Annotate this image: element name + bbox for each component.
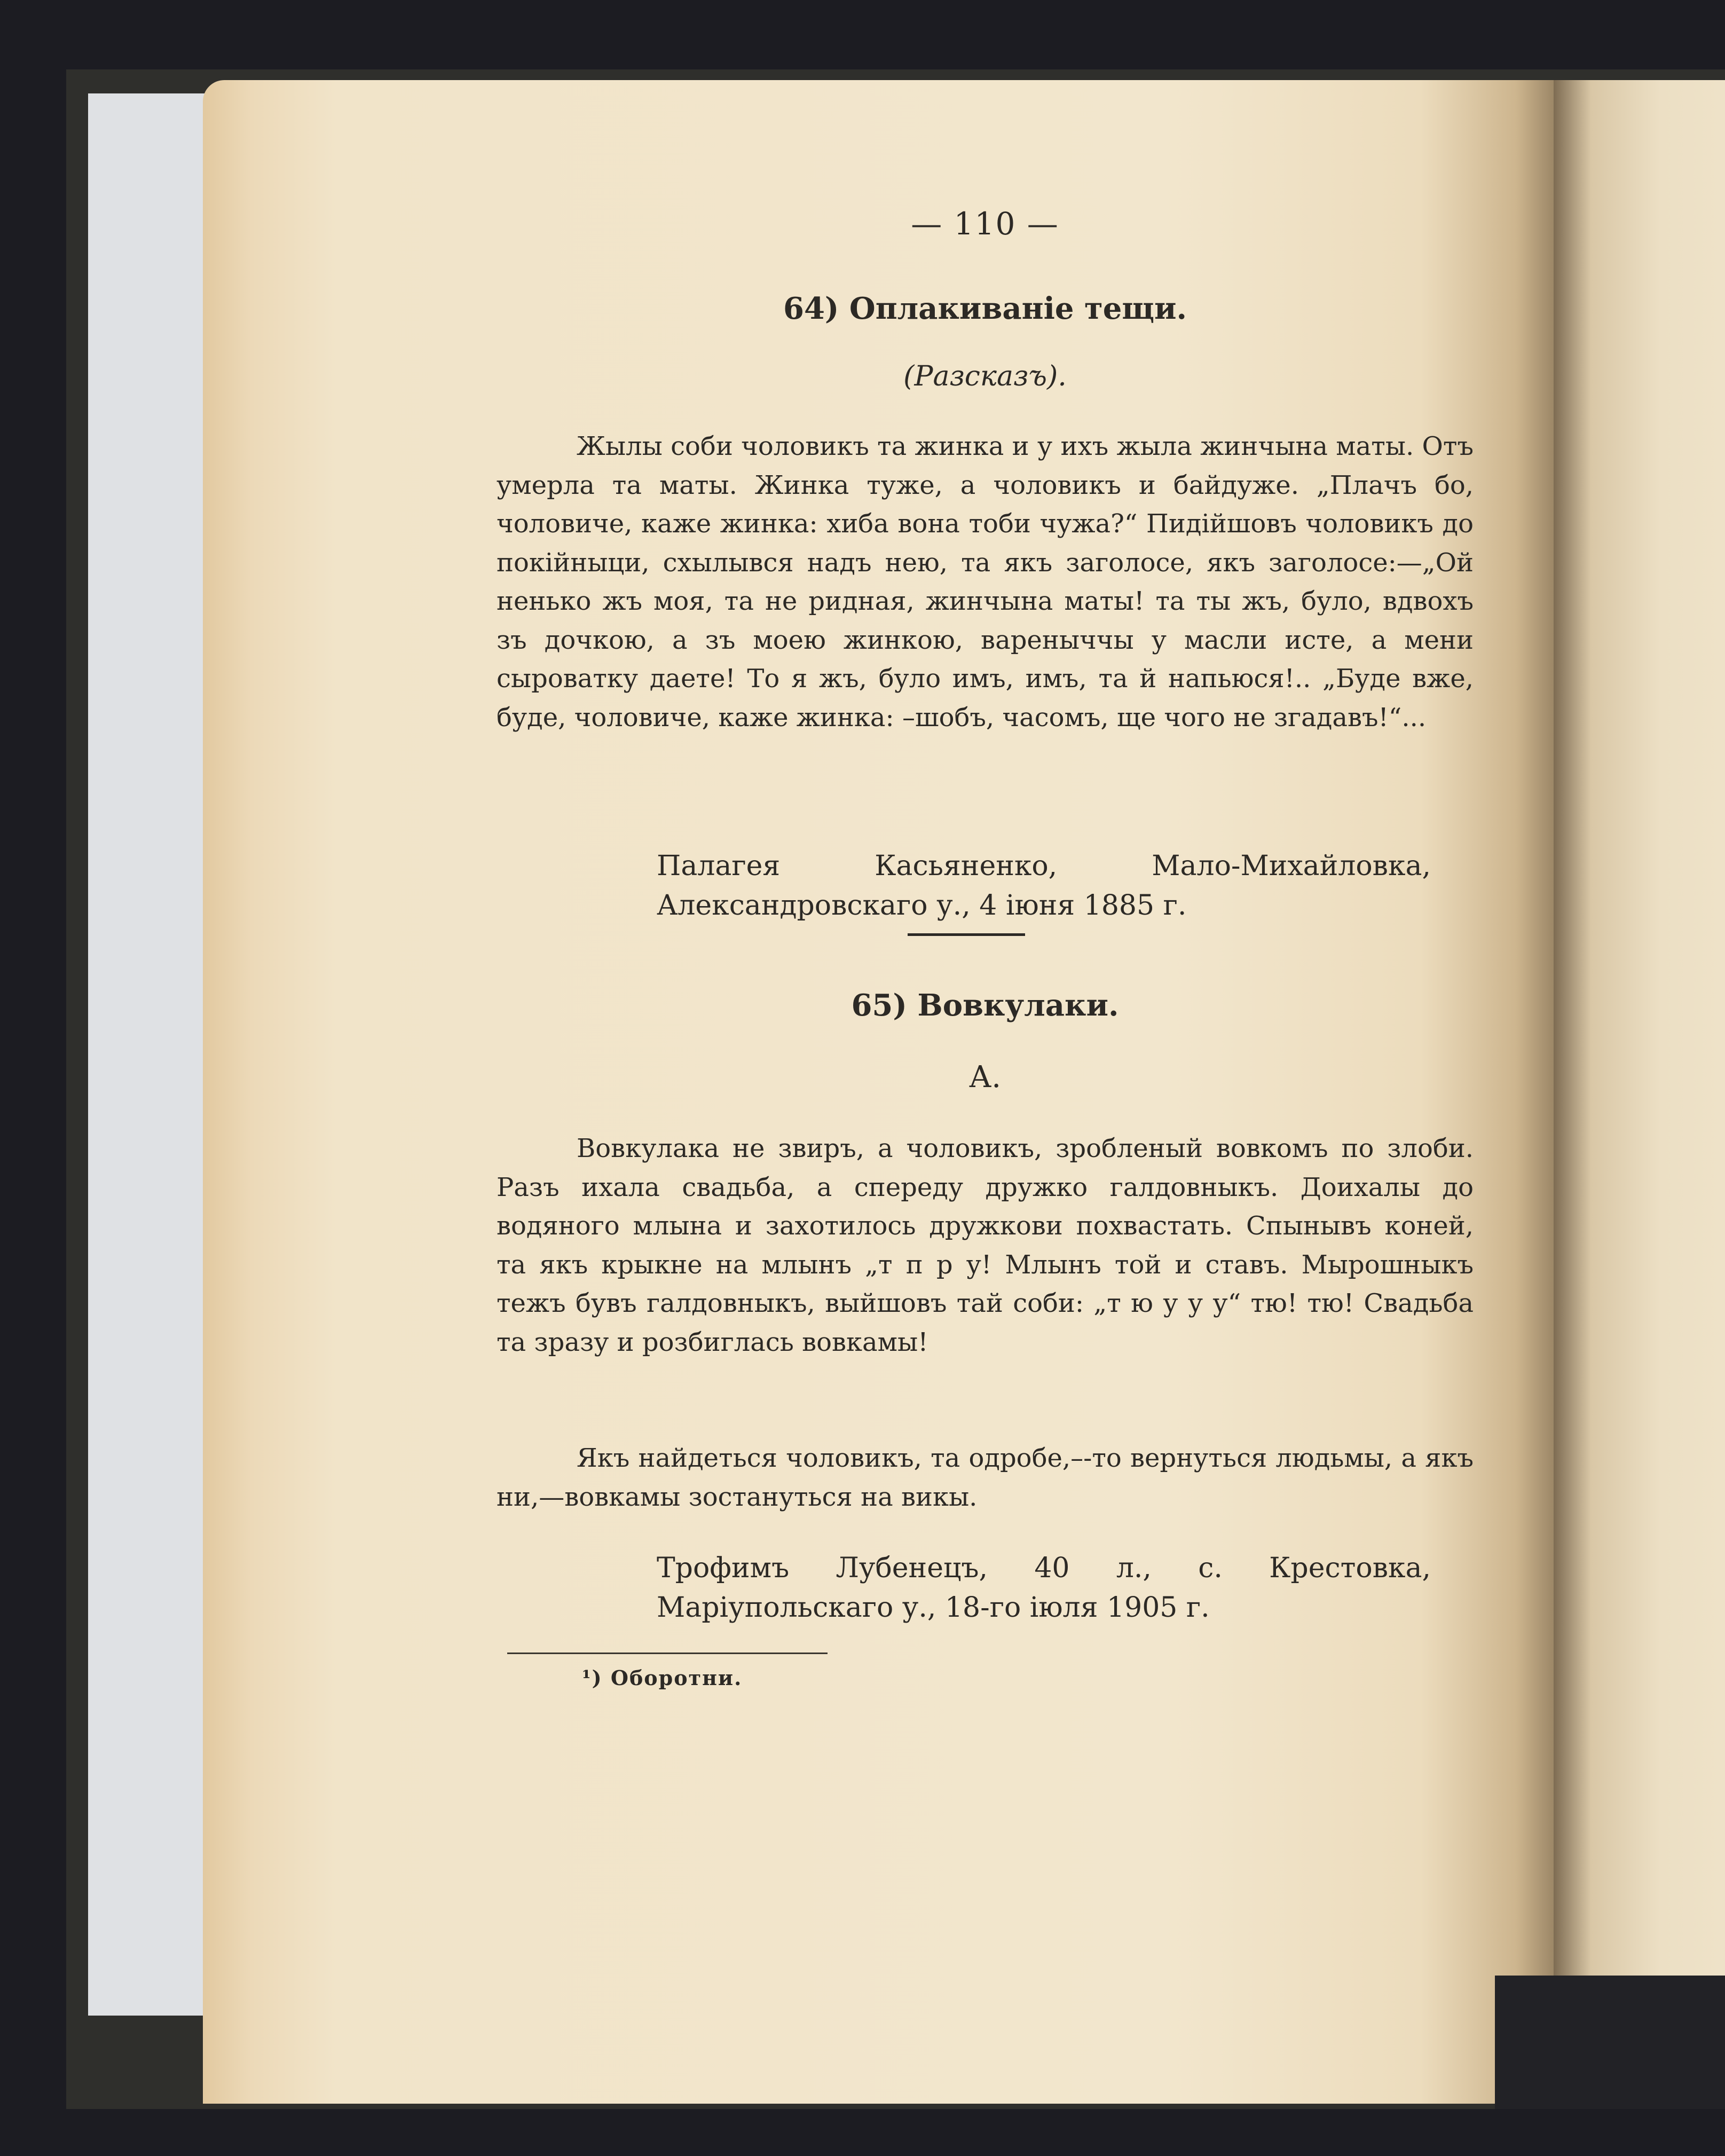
story-64-subheading: (Разсказъ).: [903, 360, 1067, 392]
footnote: ¹) Оборотни.: [582, 1666, 743, 1690]
white-backing-sheet: [88, 93, 222, 2016]
story-65-paragraph-2: Якъ найдеться чоловикъ, та одробе,–-то вернуться людьмы, а якъ ни,—вовкамы зостануться на викы.: [497, 1443, 1474, 1512]
story-64-paragraph: Жылы соби чоловикъ та жинка и у ихъ жыла жинчына маты. Отъ умерла та маты. Жинка туже, а чоловикъ и байдуже. „Плачъ бо, чоловиче, каже жинка: хиба вона тоби чужа?“ Пидійшовъ чоловикъ до покійныци, схылывся надъ нею, та якъ заголосе, якъ заголосе:—„Ой ненько жъ моя, та не ридная, жинчына маты! та ты жъ, було, вдвохъ зъ дочкою, а зъ моею жинкою, вареныччы у масли исте, а мени сыроватку даете! То я жъ, було имъ, имъ, та й напьюся!.. „Буде вже, буде, чоловиче, каже жинка: –шобъ, часомъ, ще чого не згадавъ!“...: [497, 431, 1474, 733]
story-65-section-label: А.: [968, 1060, 1002, 1095]
story-64-heading: 64) Оплакиваніе тещи.: [783, 291, 1187, 326]
section-separator: [908, 933, 1025, 936]
page-number: — 110 —: [911, 206, 1059, 242]
footnote-rule: [507, 1653, 828, 1654]
right-page-shadow: [1495, 1976, 1725, 2109]
right-page-edge: [1554, 80, 1725, 1976]
story-65-heading: 65) Вовкулаки.: [851, 988, 1119, 1023]
story-65-paragraph-1: Вовкулака не звиръ, а чоловикъ, зробленый вовкомъ по злоби. Разъ ихала свадьба, а спереду дружко галдовныкъ. Доихалы до водяного млына и захотилось дружкови похвастать. Спынывъ коней, та якъ крыкне на млынъ „т п р у! Млынъ той и ставъ. Мырошныкъ тежъ бувъ галдовныкъ, выйшовъ тай соби: „т ю у у у“ тю! тю! Свадьба та зразу и розбиглась вовкамы!: [497, 1134, 1474, 1357]
story-65-signature: Трофимъ Лубенецъ, 40 л., с. Крестовка, Маріупольскаго у., 18-го іюля 1905 г.: [657, 1552, 1431, 1624]
story-64-signature: Палагея Касьяненко, Мало-Михайловка, Александровскаго у., 4 іюня 1885 г.: [657, 850, 1431, 922]
